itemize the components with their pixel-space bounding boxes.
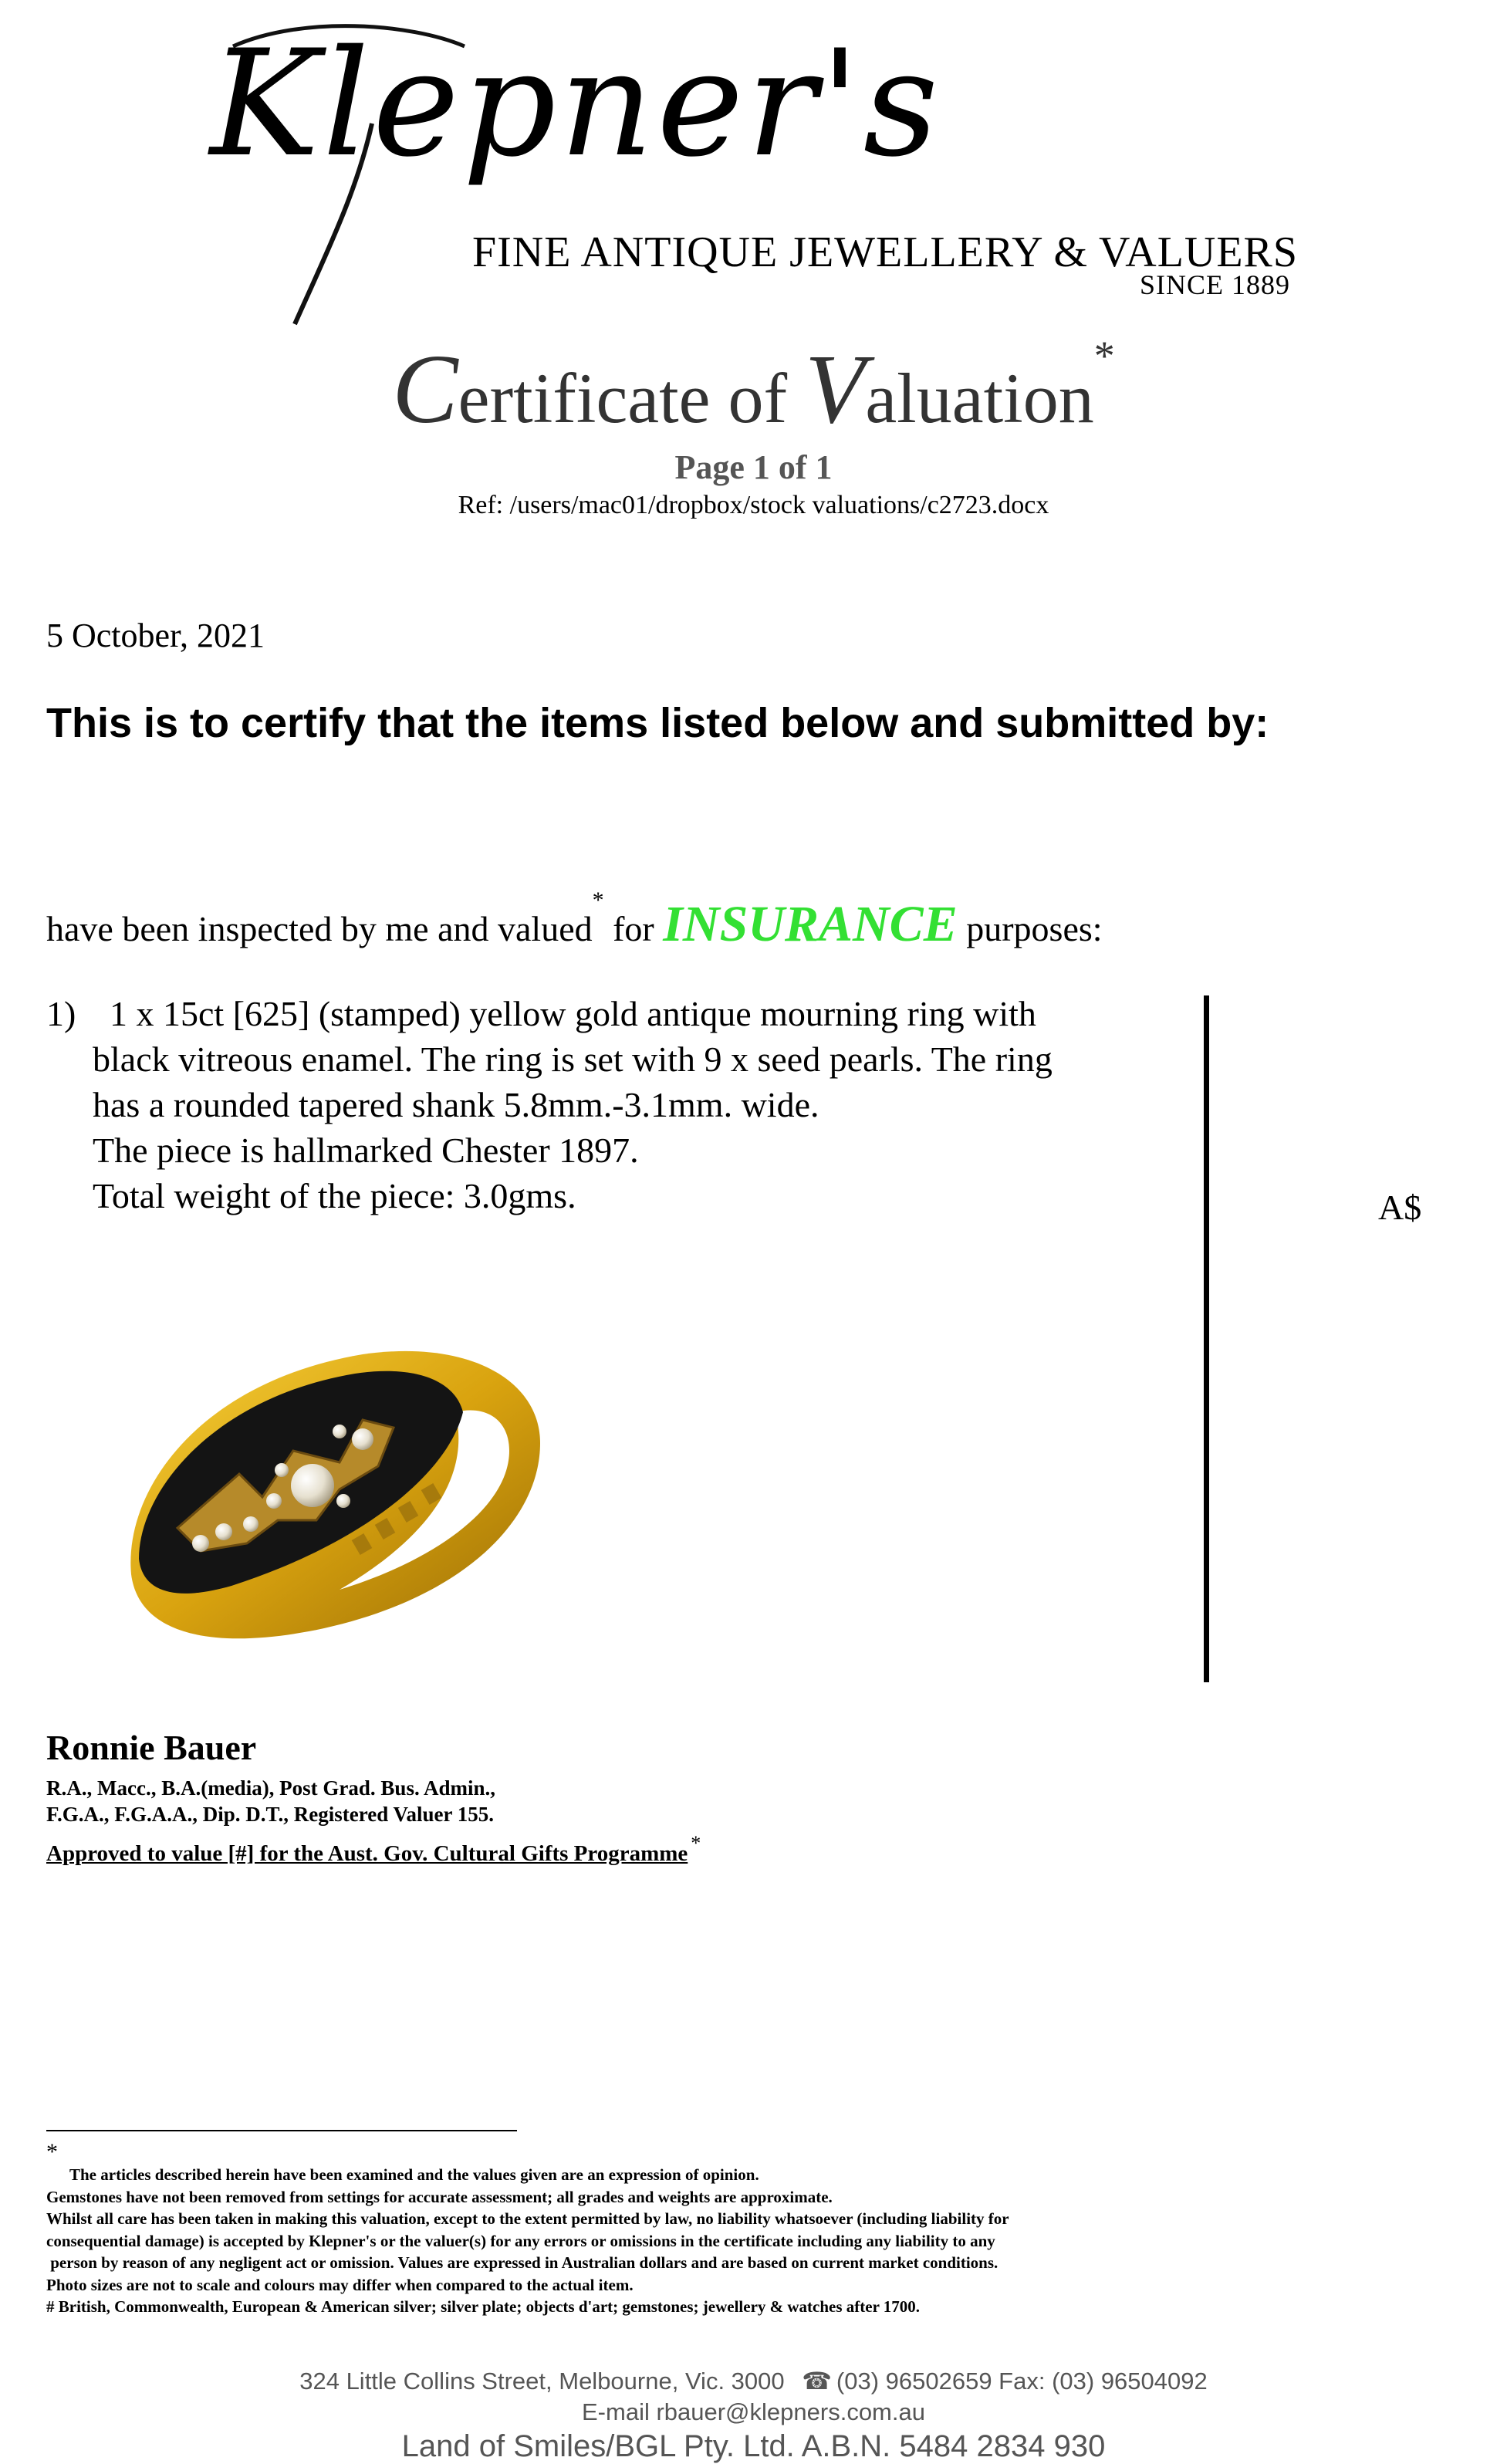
inspected-after: purposes: [957, 909, 1103, 948]
certify-heading: This is to certify that the items listed below and submitted by: [46, 700, 1269, 746]
footer-address [0, 2368, 1507, 2395]
document-ref: Ref: /users/mac01/dropbox/stock valuations/c2723.docx [458, 491, 1049, 519]
item-description [46, 991, 1173, 1218]
item-line: 1 x 15ct [625] (stamped) yellow gold antique mourning ring with [110, 994, 1036, 1033]
footnote-line: Photo sizes are not to scale and colours may differ when compared to the actual item. [46, 2275, 634, 2294]
footer-company: Land of Smiles/BGL Pty. Ltd. A.B.N. 5484 2834 930 [401, 2429, 1106, 2463]
title-part-2: aluation [865, 359, 1094, 438]
purpose-insurance: INSURANCE [663, 896, 958, 952]
footnote-asterisk: * [46, 2139, 58, 2165]
page-number: Page 1 of 1 [674, 448, 833, 486]
item-line: black vitreous enamel. The ring is set with 9 x seed pearls. The ring [93, 1039, 1053, 1079]
company-logo [210, 0, 1299, 340]
item-number: 1) [46, 994, 76, 1033]
logo-since: SINCE 1889 [1139, 269, 1290, 300]
address-text: 324 Little Collins Street, Melbourne, Vic. 3000 [299, 2368, 785, 2395]
footnote-line: The articles described herein have been examined and the values given are an expression of opinion. [69, 2165, 759, 2184]
column-divider [1204, 995, 1209, 1682]
currency-label: A$ [1378, 1188, 1422, 1227]
title-initial-v: V [805, 334, 866, 444]
title-initial-c: C [392, 334, 458, 444]
title-part-1: ertificate of [458, 359, 806, 438]
footnote-line: person by reason of any negligent act or omission. Values are expressed in Australian dollars and are based on current market conditions. [46, 2253, 998, 2272]
approved-asterisk: * [691, 1832, 701, 1854]
certificate-date: 5 October, 2021 [46, 617, 265, 654]
inspected-for: for [603, 909, 664, 948]
item-line: Total weight of the piece: 3.0gms. [93, 1176, 576, 1215]
inspected-text: have been inspected by me and valued [46, 909, 593, 948]
footer-email[interactable]: E-mail rbauer@klepners.com.au [582, 2398, 925, 2425]
footnote-rule [46, 2130, 517, 2131]
item-line: has a rounded tapered shank 5.8mm.-3.1mm. wide. [93, 1085, 819, 1124]
valuer-qualifications [46, 1775, 495, 1827]
approved-statement [46, 1832, 701, 1867]
qualifications-line: F.G.A., F.G.A.A., Dip. D.T., Registered Valuer 155. [46, 1803, 495, 1826]
certificate-title [0, 333, 1507, 444]
logo-tagline: FINE ANTIQUE JEWELLERY & VALUERS [472, 228, 1299, 276]
logo-name: Klepner's [210, 19, 942, 189]
approved-text: Approved to value [#] for the Aust. Gov. Cultural Gifts Programme [46, 1841, 688, 1866]
mourning-ring-photo [108, 1296, 571, 1659]
footnote-line: Gemstones have not been removed from settings for accurate assessment; all grades and weights are approximate. [46, 2187, 833, 2206]
phone-icon: ☎ [802, 2368, 832, 2395]
footnote-line: consequential damage) is accepted by Klepner's or the valuer(s) for any errors or omissions in the certificate including any liability to any [46, 2231, 995, 2250]
footnote-line: Whilst all care has been taken in making this valuation, except to the extent permitted by law, no liability whatsoever (including liability for [46, 2209, 1009, 2228]
inspected-asterisk: * [592, 887, 604, 913]
phone-text: (03) 96502659 Fax: (03) 96504092 [836, 2368, 1208, 2395]
item-line: The piece is hallmarked Chester 1897. [93, 1131, 639, 1170]
title-asterisk: * [1093, 333, 1115, 379]
inspected-statement [46, 887, 1103, 954]
valuer-name: Ronnie Bauer [46, 1728, 257, 1767]
footnotes [46, 2164, 1219, 2318]
qualifications-line: R.A., Macc., B.A.(media), Post Grad. Bus. Admin., [46, 1776, 495, 1800]
footnote-line: # British, Commonwealth, European & American silver; silver plate; objects d'art; gemstones; jewellery & watches after 1700. [46, 2297, 921, 2316]
